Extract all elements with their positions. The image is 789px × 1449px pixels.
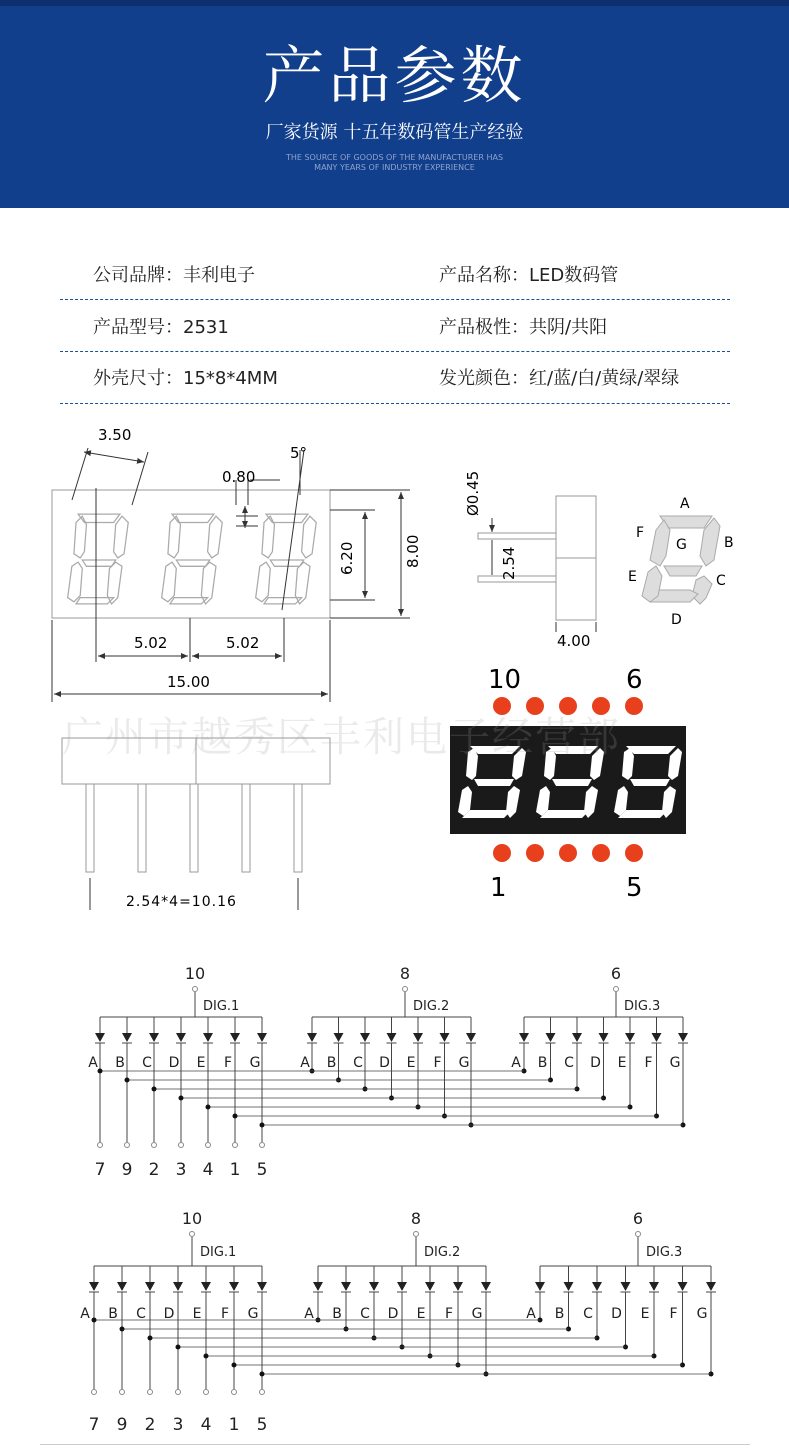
bottom-pin-terminal <box>120 1390 125 1395</box>
pin-dot-bottom-2 <box>526 844 544 862</box>
seg-C-dig1: C <box>136 1306 146 1322</box>
seg-E-dig3: E <box>640 1306 650 1322</box>
dig-label-2: DIG.2 <box>424 1245 461 1260</box>
seg-E-dig1: E <box>196 1055 206 1071</box>
dim-6.20: 6.20 <box>338 541 356 575</box>
junction <box>148 1336 153 1341</box>
seg-D-dig3: D <box>611 1306 622 1322</box>
seg-G-dig2: G <box>471 1306 483 1322</box>
seg-C-dig3: C <box>564 1055 574 1071</box>
dimension-drawing <box>0 405 789 915</box>
pin-dot-bottom-5 <box>625 844 643 862</box>
seg-B-dig3: B <box>554 1306 565 1322</box>
diode-D <box>173 1282 183 1291</box>
seg-label-g: G <box>676 537 687 553</box>
diode-G <box>257 1282 267 1291</box>
bottom-pin-terminal <box>260 1390 265 1395</box>
bottom-pin-4: 4 <box>202 1160 214 1180</box>
param-brand: 公司品牌：丰利电子 <box>93 265 255 286</box>
bottom-pin-3: 3 <box>175 1160 187 1180</box>
seg-A-dig3: A <box>511 1055 521 1071</box>
diode-C <box>592 1282 602 1291</box>
bottom-pin-5: 5 <box>256 1160 268 1180</box>
seg-B-dig1: B <box>108 1306 118 1322</box>
junction <box>233 1114 238 1119</box>
diode-G <box>678 1033 688 1042</box>
dim-15.00: 15.00 <box>167 673 210 691</box>
seg-B-dig2: B <box>326 1055 337 1071</box>
diode-F <box>453 1282 463 1291</box>
diode-B <box>564 1282 574 1291</box>
bottom-pin-terminal <box>204 1390 209 1395</box>
junction <box>232 1363 237 1368</box>
bottom-pin-5: 5 <box>256 1415 268 1435</box>
diode-D <box>621 1282 631 1291</box>
diode-C <box>149 1033 159 1042</box>
diode-G <box>466 1033 476 1042</box>
dig-pin-label-10: 10 <box>184 964 206 983</box>
schematic-diagram-2 <box>0 1200 789 1440</box>
pin-label-6: 6 <box>626 665 643 695</box>
pin-label-1: 1 <box>490 873 507 903</box>
dim-pin-diameter: Ø0.45 <box>464 470 482 516</box>
diode-C <box>360 1033 370 1042</box>
diode-G <box>706 1282 716 1291</box>
seg-C-dig2: C <box>360 1306 370 1322</box>
pin-dot-top-5 <box>625 697 643 715</box>
param-colors: 发光颜色：红/蓝/白/黄绿/翠绿 <box>439 368 680 389</box>
schematic-diagram-1 <box>0 955 789 1185</box>
junction <box>125 1078 130 1083</box>
dig-label-1: DIG.1 <box>200 1245 237 1260</box>
diode-G <box>481 1282 491 1291</box>
seg-A-dig2: A <box>300 1055 310 1071</box>
dim-3.50: 3.50 <box>98 426 132 444</box>
dig-pin-label-8: 8 <box>410 1209 422 1228</box>
seg-E-dig2: E <box>416 1306 426 1322</box>
bottom-pin-terminal <box>92 1390 97 1395</box>
seg-F-dig2: F <box>444 1306 454 1322</box>
diode-G <box>257 1033 267 1042</box>
diode-E <box>201 1282 211 1291</box>
param-model: 产品型号：2531 <box>93 317 229 338</box>
seg-G-dig2: G <box>458 1055 470 1071</box>
seg-B-dig3: B <box>537 1055 548 1071</box>
page-title: 产品参数 <box>262 39 527 112</box>
junction <box>152 1087 157 1092</box>
pinout-display <box>450 665 686 903</box>
dim-pitch: 2.54*4=10.16 <box>126 894 237 910</box>
seg-E-dig2: E <box>406 1055 416 1071</box>
bottom-pin-terminal <box>260 1143 265 1148</box>
seg-D-dig1: D <box>168 1055 180 1071</box>
seg-C-dig1: C <box>142 1055 152 1071</box>
bottom-pin-terminal <box>148 1390 153 1395</box>
dig-label-3: DIG.3 <box>624 999 661 1014</box>
seg-G-dig3: G <box>696 1306 708 1322</box>
junction <box>204 1354 209 1359</box>
bottom-pin-9: 9 <box>116 1415 128 1435</box>
bottom-pin-1: 1 <box>228 1415 240 1435</box>
diode-F <box>652 1033 662 1042</box>
pin-dot-bottom-3 <box>559 844 577 862</box>
diode-B <box>117 1282 127 1291</box>
diode-F <box>440 1033 450 1042</box>
dig-pin-terminal <box>614 987 619 992</box>
dig-label-1: DIG.1 <box>203 999 240 1014</box>
seg-F-dig3: F <box>669 1306 678 1322</box>
dig-pin-terminal <box>636 1232 641 1237</box>
page-subtitle: 厂家货源 十五年数码管生产经验 <box>265 122 524 143</box>
dim-5.02-a: 5.02 <box>134 634 168 652</box>
front-digit-3 <box>256 514 317 604</box>
bottom-pin-terminal <box>179 1143 184 1148</box>
seg-C-dig2: C <box>353 1055 363 1071</box>
param-divider-2 <box>60 351 730 352</box>
seg-G-dig1: G <box>249 1055 261 1071</box>
diode-A <box>519 1033 529 1042</box>
bottom-pin-terminal <box>206 1143 211 1148</box>
param-size: 外壳尺寸：15*8*4MM <box>93 368 278 389</box>
dig-pin-terminal <box>414 1232 419 1237</box>
seg-B-dig1: B <box>115 1055 125 1071</box>
junction <box>206 1105 211 1110</box>
dig-pin-terminal <box>190 1232 195 1237</box>
diode-E <box>413 1033 423 1042</box>
subtitle-english <box>0 153 789 173</box>
diode-E <box>625 1033 635 1042</box>
seg-C-dig3: C <box>583 1306 593 1322</box>
seg-E-dig3: E <box>617 1055 627 1071</box>
bottom-pin-9: 9 <box>121 1160 133 1180</box>
diode-B <box>122 1033 132 1042</box>
dig-pin-terminal <box>403 987 408 992</box>
dig-pin-label-8: 8 <box>399 964 411 983</box>
dim-8.00: 8.00 <box>404 534 422 568</box>
seg-F-dig1: F <box>220 1306 230 1322</box>
diode-A <box>95 1033 105 1042</box>
diode-C <box>369 1282 379 1291</box>
bottom-pin-terminal <box>233 1143 238 1148</box>
seg-label-b: B <box>724 535 734 551</box>
bottom-pin-2: 2 <box>144 1415 156 1435</box>
junction <box>260 1372 265 1377</box>
seg-label-a: A <box>680 496 690 512</box>
param-product-name: 产品名称：LED数码管 <box>439 265 619 286</box>
dig-label-2: DIG.2 <box>413 999 450 1014</box>
seg-F-dig1: F <box>223 1055 233 1071</box>
seg-D-dig3: D <box>590 1055 601 1071</box>
diode-E <box>203 1033 213 1042</box>
diode-A <box>307 1033 317 1042</box>
banner-top-stripe <box>0 0 789 6</box>
seg-F-dig2: F <box>433 1055 442 1071</box>
bottom-pin-1: 1 <box>229 1160 241 1180</box>
diode-C <box>572 1033 582 1042</box>
param-divider-1 <box>60 299 730 300</box>
seg-F-dig3: F <box>644 1055 653 1071</box>
seg-label-e: E <box>628 569 637 585</box>
diode-B <box>546 1033 556 1042</box>
dim-5.02-b: 5.02 <box>226 634 260 652</box>
diode-D <box>387 1033 397 1042</box>
diode-D <box>397 1282 407 1291</box>
subtitle-english-line-2: MANY YEARS OF INDUSTRY EXPERIENCE <box>314 163 475 172</box>
bottom-pin-terminal <box>125 1143 130 1148</box>
diode-F <box>229 1282 239 1291</box>
seg-A-dig1: A <box>80 1306 90 1322</box>
diode-D <box>599 1033 609 1042</box>
subtitle-english-line-1: THE SOURCE OF GOODS OF THE MANUFACTURER HAS <box>285 153 504 162</box>
diode-B <box>341 1282 351 1291</box>
dig-label-3: DIG.3 <box>646 1245 683 1260</box>
bottom-pin-7: 7 <box>88 1415 100 1435</box>
front-view <box>52 426 422 702</box>
pin-view <box>62 738 330 910</box>
seg-D-dig2: D <box>387 1306 399 1322</box>
watermark-text: 广州市越秀区丰利电子经营部 <box>62 713 621 761</box>
seg-D-dig1: D <box>163 1306 175 1322</box>
diode-A <box>89 1282 99 1291</box>
diode-A <box>313 1282 323 1291</box>
seg-label-f: F <box>636 525 645 541</box>
pin-label-10: 10 <box>488 665 522 695</box>
bottom-pin-4: 4 <box>200 1415 212 1435</box>
bottom-pin-terminal <box>232 1390 237 1395</box>
bottom-pin-terminal <box>98 1143 103 1148</box>
dig-pin-label-10: 10 <box>181 1209 203 1228</box>
dig-pin-label-6: 6 <box>632 1209 644 1228</box>
diode-D <box>176 1033 186 1042</box>
seg-label-d: D <box>671 612 682 628</box>
junction <box>98 1069 103 1074</box>
seg-B-dig2: B <box>332 1306 342 1322</box>
footer-divider <box>40 1444 750 1445</box>
dim-2.54-side: 2.54 <box>500 546 518 580</box>
bottom-pin-7: 7 <box>94 1160 106 1180</box>
segment-legend <box>628 496 734 628</box>
seg-E-dig1: E <box>192 1306 202 1322</box>
bottom-pin-terminal <box>152 1143 157 1148</box>
pin-label-5: 5 <box>626 873 643 903</box>
pin-dot-bottom-4 <box>592 844 610 862</box>
junction <box>92 1318 97 1323</box>
param-divider-3 <box>60 403 730 404</box>
seg-A-dig1: A <box>88 1055 98 1071</box>
seg-G-dig1: G <box>247 1306 259 1322</box>
param-polarity: 产品极性：共阴/共阳 <box>439 317 608 338</box>
diode-F <box>678 1282 688 1291</box>
junction <box>176 1345 181 1350</box>
seg-label-c: C <box>716 573 726 589</box>
pin-dot-bottom-1 <box>493 844 511 862</box>
junction <box>260 1123 265 1128</box>
side-view <box>464 471 596 650</box>
diode-E <box>425 1282 435 1291</box>
seg-D-dig2: D <box>379 1055 390 1071</box>
seg-A-dig2: A <box>304 1306 314 1322</box>
dim-4.00: 4.00 <box>557 632 591 650</box>
seg-G-dig3: G <box>669 1055 681 1071</box>
diode-B <box>334 1033 344 1042</box>
dig-pin-terminal <box>193 987 198 992</box>
diode-F <box>230 1033 240 1042</box>
bottom-pin-2: 2 <box>148 1160 160 1180</box>
junction <box>120 1327 125 1332</box>
dig-pin-label-6: 6 <box>610 964 622 983</box>
bottom-pin-terminal <box>176 1390 181 1395</box>
junction <box>179 1096 184 1101</box>
diode-E <box>649 1282 659 1291</box>
dim-0.80: 0.80 <box>222 468 256 486</box>
diode-C <box>145 1282 155 1291</box>
diode-A <box>535 1282 545 1291</box>
seg-A-dig3: A <box>526 1306 536 1322</box>
front-digit-1 <box>68 514 129 604</box>
dim-angle: 5° <box>290 444 308 462</box>
front-digit-2 <box>162 514 223 604</box>
bottom-pin-3: 3 <box>172 1415 184 1435</box>
